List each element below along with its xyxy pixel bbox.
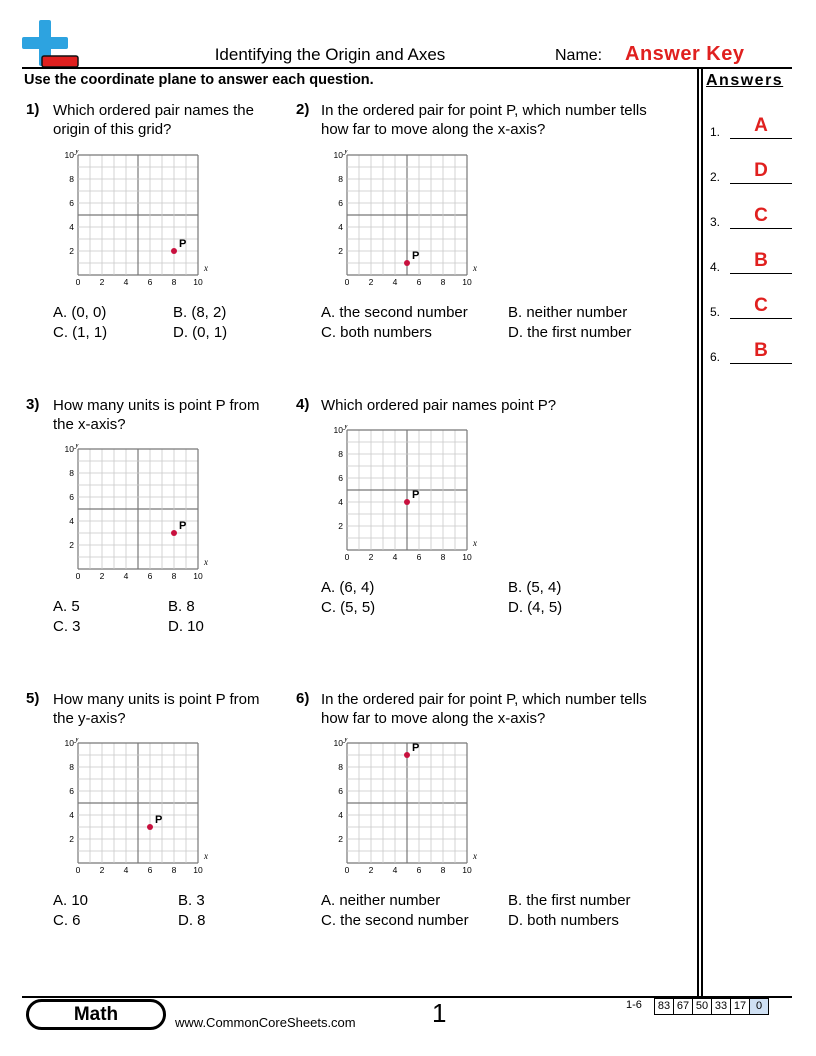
x-tick-label: 10 (462, 552, 472, 562)
score-cell: 17 (730, 998, 750, 1015)
y-axis-label: y (344, 425, 348, 430)
point-label: P (155, 814, 163, 826)
question-line: How many units is point P from (53, 691, 260, 708)
point-label: P (412, 250, 420, 262)
y-tick-label: 10 (333, 425, 343, 435)
question-line: the y-axis? (53, 710, 126, 727)
y-axis-label: y (344, 150, 348, 155)
choice-c: C. (1, 1) (53, 324, 108, 341)
x-tick-label: 10 (193, 571, 203, 581)
x-tick-label: 2 (368, 552, 374, 562)
y-axis-label: y (344, 738, 348, 743)
score-cell: 0 (749, 998, 769, 1015)
x-tick-label: 2 (368, 865, 374, 875)
y-tick-label: 8 (69, 468, 74, 478)
score-range: 1-6 (626, 999, 642, 1011)
x-tick-label: 6 (147, 571, 153, 581)
question-line: the x-axis? (53, 416, 126, 433)
question-number: 2) (296, 101, 310, 118)
answer-line (730, 183, 792, 184)
x-tick-label: 2 (368, 277, 374, 287)
choice-b: B. the first number (508, 892, 631, 909)
x-tick-label: 4 (123, 277, 129, 287)
y-tick-label: 2 (69, 246, 74, 256)
question-text (53, 396, 259, 434)
x-tick-label: 6 (147, 865, 153, 875)
x-tick-label: 8 (440, 865, 446, 875)
point-p (404, 499, 410, 505)
x-axis-label: x (204, 851, 208, 861)
answer-number: 5. (710, 305, 721, 319)
x-tick-label: 8 (171, 277, 177, 287)
x-tick-label: 10 (193, 277, 203, 287)
x-tick-label: 0 (75, 571, 81, 581)
x-axis-label: x (473, 538, 477, 548)
answer-value: B (754, 340, 768, 361)
coordinate-grid (327, 425, 477, 565)
choice-c: C. both numbers (321, 324, 432, 341)
choice-d: D. 10 (168, 618, 204, 635)
y-tick-label: 4 (69, 222, 74, 232)
y-tick-label: 4 (69, 516, 74, 526)
website-link[interactable]: www.CommonCoreSheets.com (175, 1015, 356, 1030)
x-tick-label: 6 (416, 865, 422, 875)
y-tick-label: 2 (338, 834, 343, 844)
y-tick-label: 10 (333, 150, 343, 160)
page-number: 1 (432, 998, 447, 1028)
x-tick-label: 8 (440, 277, 446, 287)
question-text (53, 101, 254, 139)
answer-number: 3. (710, 215, 721, 229)
point-label: P (179, 238, 187, 250)
choice-b: B. neither number (508, 304, 628, 321)
question-text (53, 690, 259, 728)
choice-d: D. both numbers (508, 912, 619, 929)
choice-a: A. 5 (53, 598, 80, 615)
question-text (321, 396, 556, 415)
answer-row (710, 154, 792, 184)
x-tick-label: 4 (392, 865, 398, 875)
choice-c: C. (5, 5) (321, 599, 376, 616)
choice-a: A. 10 (53, 892, 89, 909)
score-table (655, 998, 769, 1015)
question-number: 4) (296, 396, 310, 413)
point-p (404, 260, 410, 266)
x-tick-label: 4 (392, 277, 398, 287)
answers-title: Answers (706, 72, 784, 89)
answer-line (730, 228, 792, 229)
choice-c: C. 3 (53, 618, 81, 635)
question-line: Which ordered pair names point P? (321, 397, 557, 414)
question-line: How many units is point P from (53, 397, 260, 414)
question-text (321, 690, 647, 728)
coordinate-grid (58, 444, 208, 584)
y-axis-label: y (75, 738, 79, 743)
x-axis-label: x (473, 851, 477, 861)
answers-divider (697, 69, 699, 996)
y-tick-label: 6 (69, 198, 74, 208)
answer-row (710, 289, 792, 319)
question-line: In the ordered pair for point P, which number tells (321, 102, 647, 119)
score-cell: 83 (654, 998, 674, 1015)
choice-d: D. 8 (178, 912, 206, 929)
x-tick-label: 0 (75, 865, 81, 875)
header-divider (22, 67, 792, 69)
x-tick-label: 0 (344, 277, 350, 287)
score-cell: 67 (673, 998, 693, 1015)
answer-line (730, 363, 792, 364)
answer-value: C (754, 205, 768, 226)
answer-number: 4. (710, 260, 721, 274)
point-p (404, 752, 410, 758)
x-tick-label: 0 (344, 552, 350, 562)
y-tick-label: 6 (338, 786, 343, 796)
choice-b: B. (5, 4) (508, 579, 562, 596)
y-tick-label: 6 (338, 473, 343, 483)
x-tick-label: 2 (99, 571, 105, 581)
choice-b: B. 3 (178, 892, 205, 909)
choice-d: D. (4, 5) (508, 599, 563, 616)
answer-row (710, 334, 792, 364)
question-line: how far to move along the x-axis? (321, 121, 546, 138)
point-p (147, 824, 153, 830)
y-tick-label: 2 (69, 540, 74, 550)
answer-value: D (754, 160, 768, 181)
answer-number: 6. (710, 350, 721, 364)
x-axis-label: x (204, 557, 208, 567)
x-tick-label: 10 (462, 865, 472, 875)
x-tick-label: 4 (123, 865, 129, 875)
y-tick-label: 6 (338, 198, 343, 208)
y-tick-label: 2 (338, 521, 343, 531)
y-tick-label: 2 (338, 246, 343, 256)
question-text (321, 101, 647, 139)
page-title: Identifying the Origin and Axes (214, 45, 446, 64)
question-line: origin of this grid? (53, 121, 172, 138)
x-tick-label: 0 (344, 865, 350, 875)
y-tick-label: 10 (64, 738, 74, 748)
x-tick-label: 4 (123, 571, 129, 581)
choice-a: A. neither number (321, 892, 441, 909)
name-value: Answer Key (625, 43, 745, 65)
y-tick-label: 6 (69, 492, 74, 502)
coordinate-grid (58, 738, 208, 878)
y-tick-label: 8 (338, 762, 343, 772)
question-number: 6) (296, 690, 310, 707)
x-tick-label: 6 (147, 277, 153, 287)
question-number: 5) (26, 690, 40, 707)
y-tick-label: 8 (69, 762, 74, 772)
answer-line (730, 318, 792, 319)
choice-b: B. (8, 2) (173, 304, 227, 321)
x-tick-label: 6 (416, 552, 422, 562)
y-tick-label: 8 (338, 174, 343, 184)
y-tick-label: 2 (69, 834, 74, 844)
y-tick-label: 4 (338, 497, 343, 507)
question-number: 3) (26, 396, 40, 413)
coordinate-grid (327, 738, 477, 878)
x-tick-label: 8 (171, 865, 177, 875)
x-axis-label: x (473, 263, 477, 273)
coordinate-grid (58, 150, 208, 290)
answer-number: 2. (710, 170, 721, 184)
y-tick-label: 4 (338, 222, 343, 232)
answer-row (710, 244, 792, 274)
x-tick-label: 10 (462, 277, 472, 287)
x-tick-label: 8 (171, 571, 177, 581)
y-axis-label: y (75, 444, 79, 449)
choice-d: D. (0, 1) (173, 324, 228, 341)
x-tick-label: 4 (392, 552, 398, 562)
choice-a: A. (0, 0) (53, 304, 107, 321)
subject-badge: Math (26, 999, 166, 1030)
choice-d: D. the first number (508, 324, 632, 341)
instructions: Use the coordinate plane to answer each question. (24, 72, 374, 88)
x-tick-label: 8 (440, 552, 446, 562)
answer-row (710, 109, 792, 139)
coordinate-grid (327, 150, 477, 290)
x-tick-label: 0 (75, 277, 81, 287)
choice-b: B. 8 (168, 598, 195, 615)
y-tick-label: 10 (64, 444, 74, 454)
choice-c: C. 6 (53, 912, 81, 929)
y-tick-label: 4 (69, 810, 74, 820)
answer-value: B (754, 250, 768, 271)
point-p (171, 248, 177, 254)
x-tick-label: 2 (99, 277, 105, 287)
logo-icon (22, 20, 80, 70)
question-line: In the ordered pair for point P, which number tells (321, 691, 647, 708)
y-tick-label: 6 (69, 786, 74, 796)
name-label: Name: (555, 47, 603, 64)
answer-row (710, 199, 792, 229)
point-p (171, 530, 177, 536)
y-tick-label: 8 (69, 174, 74, 184)
y-tick-label: 10 (64, 150, 74, 160)
question-line: how far to move along the x-axis? (321, 710, 546, 727)
question-number: 1) (26, 101, 40, 118)
y-tick-label: 4 (338, 810, 343, 820)
answer-line (730, 273, 792, 274)
y-tick-label: 10 (333, 738, 343, 748)
answer-line (730, 138, 792, 139)
score-cell: 33 (711, 998, 731, 1015)
answer-value: A (754, 115, 768, 136)
x-axis-label: x (204, 263, 208, 273)
y-axis-label: y (75, 150, 79, 155)
question-line: Which ordered pair names the (53, 102, 254, 119)
choice-a: A. the second number (321, 304, 468, 321)
choice-c: C. the second number (321, 912, 469, 929)
x-tick-label: 10 (193, 865, 203, 875)
answer-value: C (754, 295, 768, 316)
answers-divider (701, 69, 703, 996)
point-label: P (412, 489, 420, 501)
x-tick-label: 6 (416, 277, 422, 287)
score-cell: 50 (692, 998, 712, 1015)
x-tick-label: 2 (99, 865, 105, 875)
answer-number: 1. (710, 125, 721, 139)
point-label: P (179, 520, 187, 532)
point-label: P (412, 742, 420, 754)
y-tick-label: 8 (338, 449, 343, 459)
choice-a: A. (6, 4) (321, 579, 375, 596)
